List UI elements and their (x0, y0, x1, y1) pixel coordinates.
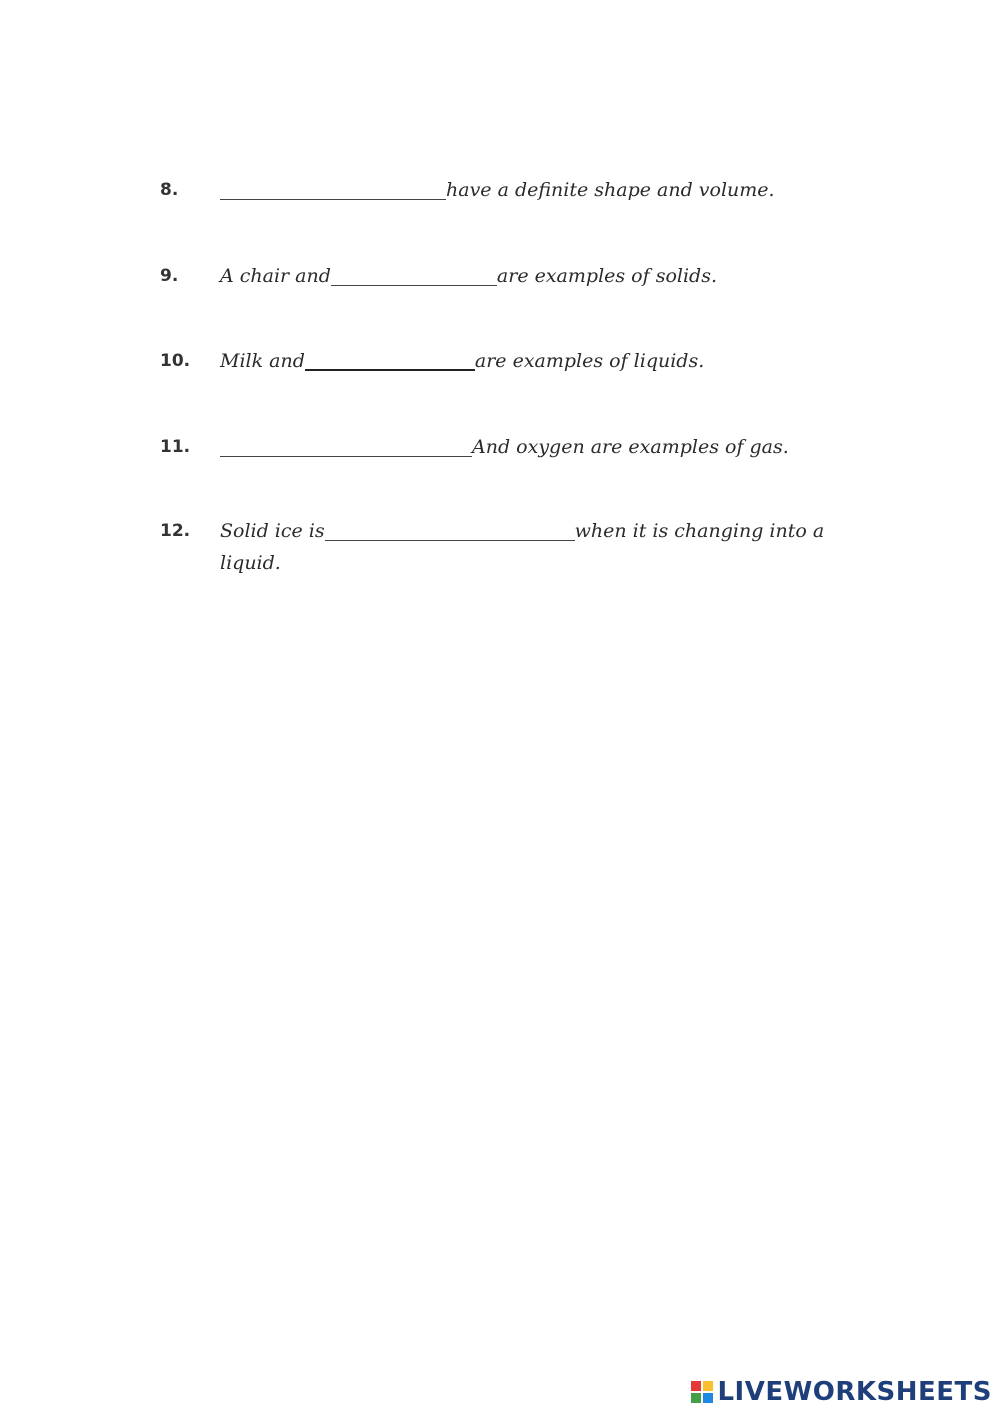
question-text (220, 174, 840, 206)
question-text (220, 515, 840, 579)
question-text (220, 345, 840, 377)
question-text-before: Solid ice is (220, 520, 325, 542)
logo-square-green (691, 1393, 701, 1403)
question-text (220, 260, 840, 292)
liveworksheets-logo-icon (691, 1381, 713, 1403)
answer-blank[interactable] (325, 518, 575, 541)
question-number: 8. (160, 180, 179, 200)
question-text-after: And oxygen are examples of gas. (472, 436, 789, 458)
answer-blank[interactable] (220, 177, 446, 200)
question-text-after: are examples of liquids. (474, 350, 705, 372)
question-text (220, 431, 840, 463)
question-number: 11. (160, 437, 191, 457)
question-number: 10. (160, 351, 191, 371)
logo-square-red (691, 1381, 701, 1391)
logo-text: LIVEWORKSHEETS (717, 1377, 992, 1407)
liveworksheets-logo (691, 1375, 992, 1409)
logo-square-blue (703, 1393, 713, 1403)
question-number: 9. (160, 266, 179, 286)
question-text-before: Milk and (220, 350, 305, 372)
question-text-after: have a definite shape and volume. (446, 179, 775, 201)
answer-blank[interactable] (331, 263, 497, 286)
answer-blank[interactable] (305, 347, 475, 371)
answer-blank[interactable] (220, 434, 472, 457)
question-text-after: when it is changing into a (574, 520, 825, 542)
question-text-after: are examples of solids. (496, 265, 717, 287)
question-text-line2: liquid. (220, 552, 281, 574)
question-number: 12. (160, 521, 191, 541)
question-text-before: A chair and (220, 265, 331, 287)
logo-square-yellow (703, 1381, 713, 1391)
